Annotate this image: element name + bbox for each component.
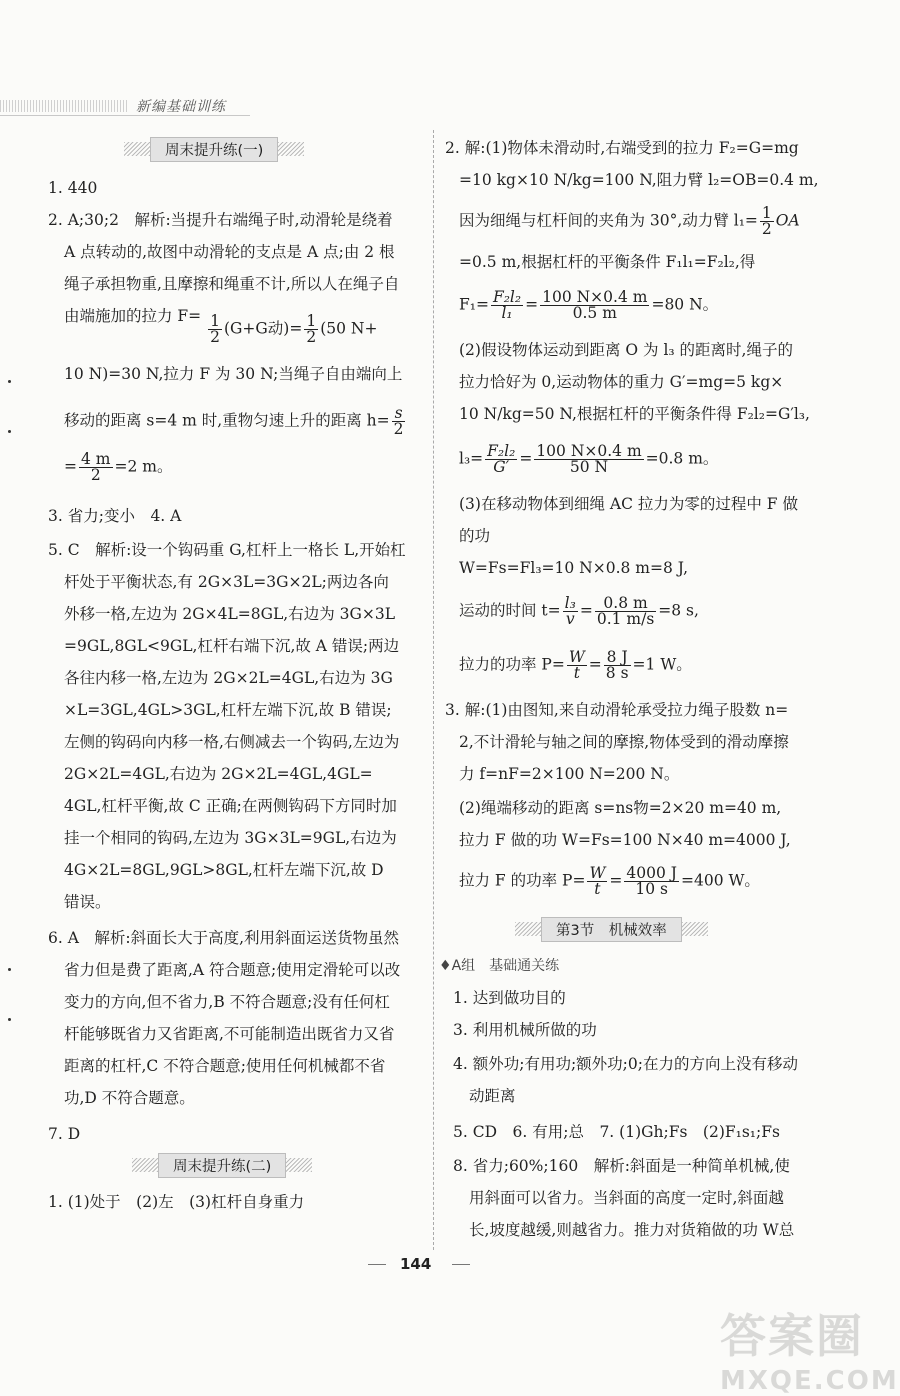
answer-6-line: 距离的杠杆,C 不符合题意;使用任何机械都不省 <box>64 1057 386 1075</box>
solution-2-line: (3)在移动物体到细绳 AC 拉力为零的过程中 F 做 <box>459 495 798 513</box>
left-column <box>40 0 425 1390</box>
solution-2-line: =10 kg×10 N/kg=100 N,阻力臂 l₂=OB=0.4 m, <box>459 171 819 189</box>
fraction-l3-over-v: $\frac{\text{l₃}}{v}$ <box>564 594 576 628</box>
fraction-4m-over-2: $\frac{4 m}{2}$ <box>81 450 111 484</box>
solution-2-line: 因为细绳与杠杆间的夹角为 30°,动力臂 l₁= $\frac{1}{2}$ OA <box>459 204 800 238</box>
series-title: 新编基础训练 <box>136 99 226 115</box>
fraction-values: $\frac{8 J}{8 s}$ <box>605 648 629 682</box>
margin-dot <box>8 380 11 383</box>
answer-2-line: 移动的距离 s=4 m 时,重物匀速上升的距离 h= $\frac{s}{2}$ <box>64 404 404 438</box>
answer-weekend2-1: 1. (1)处于 (2)左 (3)杠杆自身重力 <box>48 1193 305 1211</box>
efficiency-answer-8: 8. 省力;60%;160 解析:斜面是一种简单机械,使 <box>453 1157 790 1175</box>
answer-5-line: ×L=3GL,4GL>3GL,杠杆左端下沉,故 B 错误; <box>64 701 392 719</box>
solution-2-line: (2)假设物体运动到距离 O 为 l₃ 的距离时,绳子的 <box>459 341 793 359</box>
solution-3-line: 3. 解:(1)由图知,来自动滑轮承受拉力绳子股数 n= <box>445 701 789 719</box>
efficiency-answer-1: 1. 达到做功目的 <box>453 989 566 1007</box>
answer-6-line: 6. A 解析:斜面长大于高度,利用斜面运送货物虽然 <box>48 929 400 947</box>
group-a-heading: ♦A组 基础通关练 <box>439 958 560 974</box>
solution-2-formula: 拉力的功率 P= $\frac{W}{t}$ = $\frac{8 J}{8 s}$ =1 W。 <box>459 648 692 682</box>
section-banner-weekend-1: 周末提升练(一) <box>124 138 304 160</box>
answer-2-line: = $\frac{4 m}{2}$ =2 m。 <box>64 450 173 484</box>
answer-1: 1. 440 <box>48 179 98 197</box>
solution-3-line: 力 f=nF=2×100 N=200 N。 <box>459 765 680 783</box>
section-banner-mechanical-efficiency: 第3节 机械效率 <box>515 918 708 940</box>
column-divider <box>433 130 434 1250</box>
efficiency-answer-4: 动距离 <box>469 1087 516 1105</box>
fraction-s-over-2: $\frac{s}{2}$ <box>393 404 404 438</box>
answer-6-line: 省力但是费了距离,A 符合题意;使用定滑轮可以改 <box>64 961 401 979</box>
answer-5-line: 左侧的钩码向内移一格,右侧减去一个钩码,左边为 <box>64 733 400 751</box>
answer-6-line: 变力的方向,但不省力,B 不符合题意;没有任何杠 <box>64 993 390 1011</box>
efficiency-answer-5-7: 5. CD 6. 有用;总 7. (1)Gh;Fs (2)F₁s₁;Fs <box>453 1123 780 1141</box>
watermark-logo: 答案圈 MXQE.COM <box>720 1309 899 1396</box>
solution-2-line: 10 N/kg=50 N,根据杠杆的平衡条件得 F₂l₂=G′l₃, <box>459 405 810 423</box>
efficiency-answer-3: 3. 利用机械所做的功 <box>453 1021 597 1039</box>
answer-2-line: 绳子承担物重,且摩擦和绳重不计,所以人在绳子自 <box>64 275 400 293</box>
fraction-values: $\frac{0.8 m}{0.1 m/s}$ <box>596 594 655 628</box>
answer-5-line: 杆处于平衡状态,有 2G×3L=3G×2L;两边各向 <box>64 573 389 591</box>
answer-6-line: 功,D 不符合题意。 <box>64 1089 195 1107</box>
fraction-f2l2-over-gprime: $\frac{\text{F₂l₂}}{G'}$ <box>487 442 516 476</box>
efficiency-answer-8: 用斜面可以省力。当斜面的高度一定时,斜面越 <box>469 1189 784 1207</box>
efficiency-answer-4: 4. 额外功;有用功;额外功;0;在力的方向上没有移动 <box>453 1055 798 1073</box>
answer-2-formula: $\frac{1}{2}$ (G+G动)= $\frac{1}{2}$ (50 N+ <box>210 312 378 346</box>
answer-2-line: A 点转动的,故图中动滑轮的支点是 A 点;由 2 根 <box>64 243 395 261</box>
solution-3-line: 2,不计滑轮与轴之间的摩擦,物体受到的滑动摩擦 <box>459 733 789 751</box>
answer-2-line: 2. A;30;2 解析:当提升右端绳子时,动滑轮是绕着 <box>48 211 393 229</box>
fraction-values: $\frac{100 N\times 0.4 m}{0.5 m}$ <box>542 288 648 322</box>
answer-2-line: 10 N)=30 N,拉力 F 为 30 N;当绳子自由端向上 <box>64 365 403 383</box>
solution-2-line: W=Fs=Fl₃=10 N×0.8 m=8 J, <box>459 559 689 577</box>
solution-3-line: 拉力 F 做的功 W=Fs=100 N×40 m=4000 J, <box>459 831 791 849</box>
answer-7: 7. D <box>48 1125 81 1143</box>
fraction-w-over-t: $\frac{W}{t}$ <box>568 648 585 682</box>
fraction-half: $\frac{1}{2}$ <box>306 312 317 346</box>
solution-3-formula: 拉力 F 的功率 P= $\frac{W}{t}$ = $\frac{4000 J}{10 s}$ =400 W。 <box>459 864 760 898</box>
solution-2-line: 2. 解:(1)物体未滑动时,右端受到的拉力 F₂=G=mg <box>445 139 799 157</box>
fraction-values: $\frac{100 N\times 0.4 m}{50 N}$ <box>536 442 642 476</box>
solution-2-line: 拉力恰好为 0,运动物体的重力 G′=mg=5 kg× <box>459 373 784 391</box>
answer-5-line: 挂一个相同的钩码,左边为 3G×3L=9GL,右边为 <box>64 829 397 847</box>
solution-2-line: =0.5 m,根据杠杆的平衡条件 F₁l₁=F₂l₂,得 <box>459 253 756 271</box>
answer-3-4: 3. 省力;变小 4. A <box>48 507 182 525</box>
efficiency-answer-8: 长,坡度越缓,则越省力。推力对货箱做的功 W总 <box>469 1221 795 1239</box>
margin-dot <box>8 1018 11 1021</box>
answer-5-line: =9GL,8GL<9GL,杠杆右端下沉,故 A 错误;两边 <box>64 637 400 655</box>
fraction-half: $\frac{1}{2}$ <box>210 312 220 346</box>
solution-2-formula: F₁= $\frac{\text{F₂l₂}}{\text{l₁}}$ = $\frac{100 N\times 0.4 m}{0.5 m}$ =80 N。 <box>459 288 719 322</box>
margin-dot <box>8 968 11 971</box>
solution-2-formula: 运动的时间 t= $\frac{\text{l₃}}{v}$ = $\frac{0.8 m}{0.1 m/s}$ =8 s, <box>459 594 699 628</box>
answer-5-line: 2G×2L=4GL,右边为 2G×2L=4GL,4GL= <box>64 765 373 783</box>
section-banner-weekend-2: 周末提升练(二) <box>132 1154 312 1176</box>
answer-2-line: 由端施加的拉力 F= <box>64 307 202 325</box>
margin-dot <box>8 430 11 433</box>
solution-2-formula: l₃= $\frac{\text{F₂l₂}}{G'}$ = $\frac{100 N\times 0.4 m}{50 N}$ =0.8 m。 <box>459 442 719 476</box>
answer-5-line: 错误。 <box>64 893 111 911</box>
answer-5-line: 4G×2L=8GL,9GL>8GL,杠杆左端下沉,故 D <box>64 861 384 879</box>
fraction-w-over-t: $\frac{W}{t}$ <box>589 864 606 898</box>
page-number: 144 <box>400 1255 432 1273</box>
answer-5-line: 4GL,杠杆平衡,故 C 正确;在两侧钩码下方同时加 <box>64 797 397 815</box>
solution-2-line: 的功 <box>459 527 491 545</box>
solution-3-line: (2)绳端移动的距离 s=ns物=2×20 m=40 m, <box>459 799 782 817</box>
fraction-f2l2-over-l1: $\frac{\text{F₂l₂}}{\text{l₁}}$ <box>492 288 522 322</box>
answer-6-line: 杆能够既省力又省距离,不可能制造出既省力又省 <box>64 1025 395 1043</box>
fraction-values: $\frac{4000 J}{10 s}$ <box>626 864 677 898</box>
answer-5-line: 各往内移一格,左边为 2G×2L=4GL,右边为 3G <box>64 669 393 687</box>
answer-5-line: 5. C 解析:设一个钩码重 G,杠杆上一格长 L,开始杠 <box>48 541 406 559</box>
answer-5-line: 外移一格,左边为 2G×4L=8GL,右边为 3G×3L <box>64 605 396 623</box>
fraction-half: $\frac{1}{2}$ <box>761 204 772 238</box>
